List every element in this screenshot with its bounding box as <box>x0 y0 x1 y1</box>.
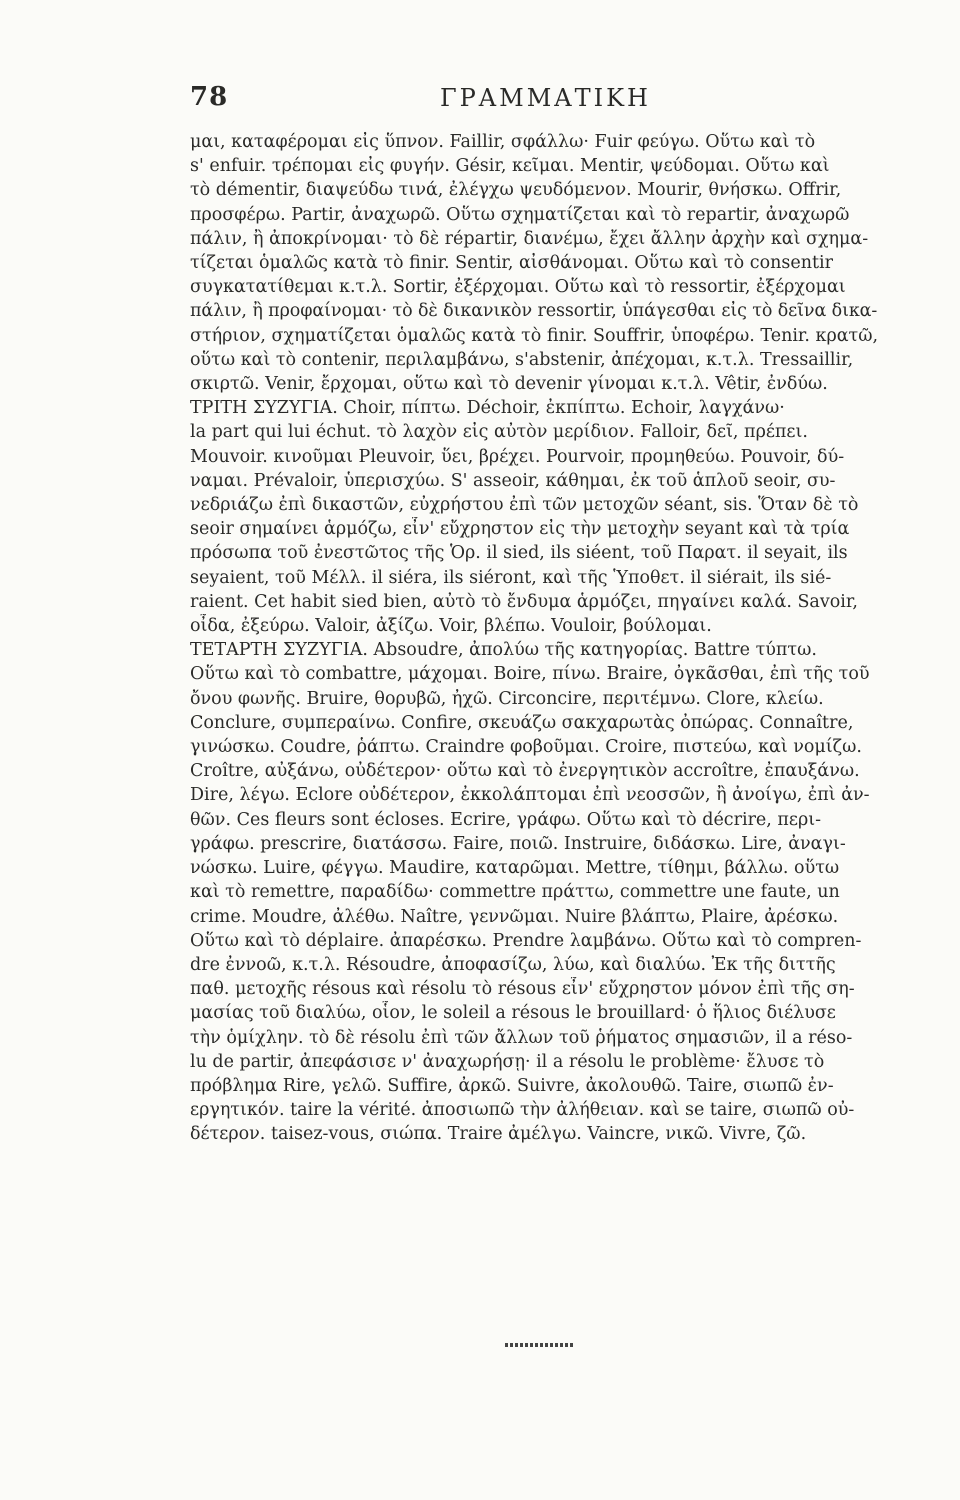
text-line: Dire, λέγω. Eclore οὐδέτερον, ἐκκολάπτομαι ἐπὶ νεοσσῶν, ἢ ἀνοίγω, ἐπὶ ἀν- <box>190 785 870 806</box>
running-head: ΓΡΑΜΜΑΤΙΚΗ <box>440 84 651 112</box>
text-line: καὶ τὸ remettre, παραδίδω· commettre πράττω, commettre une faute, un <box>190 882 840 903</box>
page-number: 78 <box>190 82 229 112</box>
text-line: τίζεται ὁμαλῶς κατὰ τὸ finir. Sentir, αἰσθάνομαι. Οὕτω καὶ τὸ consentir <box>190 253 833 274</box>
text-line: la part qui lui échut. τὸ λαχὸν εἰς αὐτὸν μερίδιον. Falloir, δεῖ, πρέπει. <box>190 422 808 443</box>
text-line: μασίας τοῦ διαλύω, οἷον, le soleil a résous le brouillard· ὁ ἥλιος διέλυσε <box>190 1003 836 1024</box>
end-ornament <box>505 1343 575 1347</box>
text-line: Οὕτω καὶ τὸ combattre, μάχομαι. Boire, πίνω. Braire, ὀγκᾶσθαι, ἐπὶ τῆς τοῦ <box>190 664 870 685</box>
text-line: συγκατατίθεμαι κ.τ.λ. Sortir, ἐξέρχομαι. Οὕτω καὶ τὸ ressortir, ἐξέρχομαι <box>190 277 846 298</box>
text-line: σκιρτῶ. Venir, ἔρχομαι, οὕτω καὶ τὸ devenir γίνομαι κ.τ.λ. Vêtir, ἐνδύω. <box>190 374 828 395</box>
text-line: γινώσκω. Coudre, ῥάπτω. Craindre φοβοῦμαι. Croire, πιστεύω, καὶ νομίζω. <box>190 737 862 758</box>
text-line: εργητικόν. taire la vérité. ἀποσιωπῶ τὴν ἀλήθειαν. καὶ se taire, σιωπῶ οὐ- <box>190 1100 855 1121</box>
text-line: ναμαι. Prévaloir, ὑπερισχύω. S' asseoir, κάθημαι, ἐκ τοῦ ἁπλοῦ seoir, συ- <box>190 470 836 491</box>
text-line: crime. Moudre, ἀλέθω. Naître, γεννῶμαι. Nuire βλάπτω, Plaire, ἀρέσκω. <box>190 906 839 927</box>
text-line: Οὕτω καὶ τὸ déplaire. ἀπαρέσκω. Prendre λαμβάνω. Οὕτω καὶ τὸ compren- <box>190 930 862 951</box>
text-line: μαι, καταφέρομαι εἰς ὕπνον. Faillir, σφάλλω· Fuir φεύγω. Οὕτω καὶ τὸ <box>190 132 816 152</box>
text-line: νώσκω. Luire, φέγγω. Maudire, καταρῶμαι. Mettre, τίθημι, βάλλω. οὕτω <box>190 858 840 879</box>
text-line: οὕτω καὶ τὸ contenir, περιλαμβάνω, s'abstenir, ἀπέχομαι, κ.τ.λ. Tressaillir, <box>190 349 854 370</box>
text-line: παθ. μετοχῆς résous καὶ résolu τὸ résous εἶν' εὔχρηστον μόνον ἐπὶ τῆς ση- <box>190 979 855 1000</box>
text-line: πάλιν, ἢ προφαίνομαι· τὸ δὲ δικανικὸν ressortir, ὑπάγεσθαι εἰς τὸ δεῖνα δικα- <box>190 301 878 322</box>
text-line: στήριον, σχηματίζεται ὁμαλῶς κατὰ τὸ finir. Souffrir, ὑποφέρω. Tenir. κρατῶ, <box>190 325 879 346</box>
text-line: Conclure, συμπεραίνω. Confire, σκευάζω σακχαρωτὰς ὀπώρας. Connaître, <box>190 712 854 733</box>
text-line: ΤΕΤΑΡΤΗ ΣΥΖΥΓΙΑ. Absoudre, ἀπολύω τῆς κατηγορίας. Battre τύπτω. <box>190 640 817 661</box>
text-line: νεδριάζω ἐπὶ δικαστῶν, εὐχρήστου ἐπὶ τῶν μετοχῶν séant, sis. Ὅταν δὲ τὸ <box>190 495 859 516</box>
text-line: raient. Cet habit sied bien, αὐτὸ τὸ ἔνδυμα ἁρμόζει, πηγαίνει καλά. Savoir, <box>190 591 858 612</box>
page-header <box>190 82 900 122</box>
text-line: πρόσωπα τοῦ ἐνεστῶτος τῆς Ὁρ. il sied, ils siéent, τοῦ Παρατ. il seyait, ils <box>190 543 848 564</box>
text-line: τὸ démentir, διαψεύδω τινά, ἐλέγχω ψευδόμενον. Mourir, θνήσκω. Offrir, <box>190 180 842 201</box>
text-line: θῶν. Ces fleurs sont écloses. Ecrire, γράφω. Οὕτω καὶ τὸ décrire, περι- <box>190 809 822 830</box>
text-line: ΤΡΙΤΗ ΣΥΖΥΓΙΑ. Choir, πίπτω. Déchoir, ἐκπίπτω. Echoir, λαγχάνω· <box>190 398 785 419</box>
text-line: s' enfuir. τρέπομαι εἰς φυγήν. Gésir, κεῖμαι. Mentir, ψεύδομαι. Οὕτω καὶ <box>190 156 830 177</box>
text-line: οἶδα, ἐξεύρω. Valoir, ἀξίζω. Voir, βλέπω. Vouloir, βούλομαι. <box>190 616 712 637</box>
text-line: dre ἐννοῶ, κ.τ.λ. Résoudre, ἀποφασίζω, λύω, καὶ διαλύω. Ἐκ τῆς διττῆς <box>190 954 836 975</box>
text-line: τὴν ὁμίχλην. τὸ δὲ résolu ἐπὶ τῶν ἄλλων τοῦ ῥήματος σημασιῶν, il a réso- <box>190 1027 853 1048</box>
body-text <box>190 130 880 1147</box>
text-line: Mouvoir. κινοῦμαι Pleuvoir, ὕει, βρέχει. Pourvoir, προμηθεύω. Pouvoir, δύ- <box>190 446 845 467</box>
text-line: προσφέρω. Partir, ἀναχωρῶ. Οὕτω σχηματίζεται καὶ τὸ repartir, ἀναχωρῶ <box>190 204 850 225</box>
text-line: πρόβλημα Rire, γελῶ. Suffire, ἀρκῶ. Suivre, ἀκολουθῶ. Taire, σιωπῶ ἐν- <box>190 1075 834 1096</box>
text-line: Croître, αὐξάνω, οὐδέτερον· οὕτω καὶ τὸ ἐνεργητικὸν accroître, ἐπαυξάνω. <box>190 761 860 782</box>
text-line: γράφω. prescrire, διατάσσω. Faire, ποιῶ. Instruire, διδάσκω. Lire, ἀναγι- <box>190 833 846 854</box>
text-line: lu de partir, ἀπεφάσισε ν' ἀναχωρήσῃ· il a résolu le problème· ἔλυσε τὸ <box>190 1051 825 1072</box>
text-line: πάλιν, ἢ ἀποκρίνομαι· τὸ δὲ répartir, διανέμω, ἔχει ἄλλην ἀρχὴν καὶ σχημα- <box>190 228 869 249</box>
text-line: seyaient, τοῦ Μέλλ. il siéra, ils siéront, καὶ τῆς Ὑποθετ. il siérait, ils sié- <box>190 567 832 588</box>
text-line: seoir σημαίνει ἁρμόζω, εἶν' εὔχρηστον εἰς τὴν μετοχὴν seyant καὶ τὰ τρία <box>190 519 850 540</box>
text-line: δέτερον. taisez-vous, σιώπα. Traire ἀμέλγω. Vaincre, νικῶ. Vivre, ζῶ. <box>190 1124 807 1145</box>
text-line: ὄνου φωνῆς. Bruire, θορυβῶ, ἠχῶ. Circoncire, περιτέμνω. Clore, κλείω. <box>190 688 824 709</box>
